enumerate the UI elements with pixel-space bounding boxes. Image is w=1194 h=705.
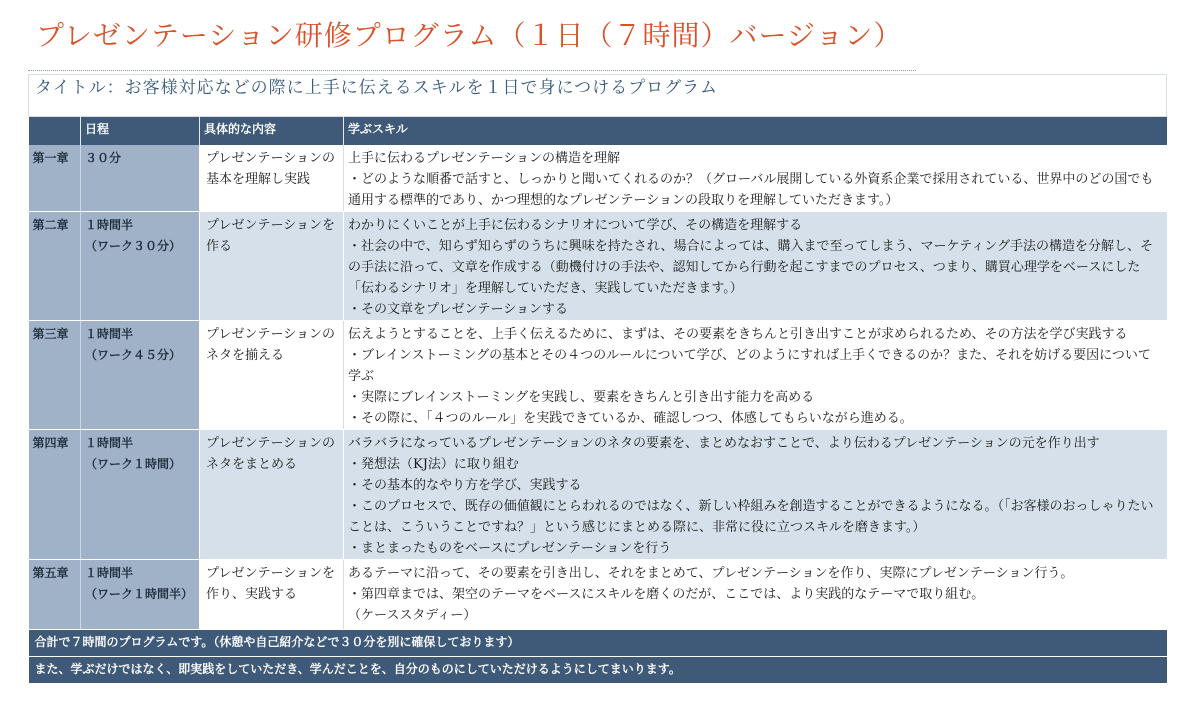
- program-subtitle: タイトル：お客様対応などの際に上手に伝えるスキルを１日で身につけるプログラム: [29, 75, 1167, 117]
- dotted-divider: [28, 70, 916, 71]
- skill-line: ・どのような順番で話すと、しっかりと聞いてくれるのか？（グローバル展開している外資系企業で採用されている、世界中のどの国でも通用する標準的であり、かつ理想的なプレゼンテーションの段取りを理解していただきます。）: [348, 172, 1154, 208]
- schedule-cell: [81, 430, 200, 560]
- header-schedule: 日程: [81, 117, 200, 146]
- skill-line: ・ブレインストーミングの基本とその４つのルールについて学び、どのようにすれば上手くできるのか？また、それを妨げる要因について学ぶ: [348, 348, 1151, 384]
- work-duration-text: （ワーク４５分）: [85, 348, 182, 362]
- table-row: [29, 145, 1167, 212]
- header-skills: 学ぶスキル: [344, 117, 1167, 146]
- content-cell: プレゼンテーションを作る: [200, 212, 344, 321]
- skill-line: わかりにくいことが上手に伝わるシナリオについて学び、その構造を理解する: [348, 218, 803, 233]
- header-content: 具体的な内容: [200, 117, 344, 146]
- skill-line: ・まとまったものをベースにプレゼンテーションを行う: [348, 541, 672, 556]
- skills-cell: [344, 560, 1167, 630]
- content-cell: プレゼンテーションのネタをまとめる: [200, 430, 344, 560]
- duration-text: １時間半: [85, 436, 134, 450]
- schedule-cell: [81, 212, 200, 321]
- skill-line: ・その基本的なやり方を学び、実践する: [348, 478, 582, 493]
- table-row: [29, 321, 1167, 430]
- duration-text: １時間半: [85, 218, 134, 232]
- header-chapter: [29, 117, 81, 146]
- skill-line: ・第四章までは、架空のテーマをベースにスキルを磨くのだが、ここでは、より実践的なテーマで取り組む。: [348, 587, 985, 602]
- skills-cell: [344, 212, 1167, 321]
- skill-line: ・このプロセスで、既存の価値観にとらわれるのではなく、新しい枠組みを創造することができるようになる。（「お客様のおっしゃりたいことは、こういうことですね？」という感じにまとめる際に、非常に役に立つスキルを磨きます。）: [348, 499, 1154, 535]
- footer-row: [29, 657, 1167, 684]
- footer-row: [29, 630, 1167, 657]
- content-cell: プレゼンテーションのネタを揃える: [200, 321, 344, 430]
- program-table: [28, 74, 1167, 683]
- skills-cell: [344, 145, 1167, 212]
- chapter-cell: 第五章: [29, 560, 81, 630]
- subtitle-row: [29, 75, 1167, 117]
- chapter-cell: 第二章: [29, 212, 81, 321]
- work-duration-text: （ワーク３０分）: [85, 239, 182, 253]
- chapter-cell: 第一章: [29, 145, 81, 212]
- content-cell: プレゼンテーションを作り、実践する: [200, 560, 344, 630]
- work-duration-text: （ワーク１時間）: [85, 457, 182, 471]
- skill-line: ・その文章をプレゼンテーションする: [348, 302, 568, 317]
- skill-line: バラバラになっているプレゼンテーションのネタの要素を、まとめなおすことで、より伝わるプレゼンテーションの元を作り出す: [348, 436, 1100, 451]
- chapter-cell: 第三章: [29, 321, 81, 430]
- skill-line: ・その際に、「４つのルール」を実践できているか、確認しつつ、体感してもらいながら進める。: [348, 411, 913, 426]
- chapter-cell: 第四章: [29, 430, 81, 560]
- skill-line: （ケーススタディー）: [348, 608, 477, 623]
- skill-line: 伝えようとすることを、上手く伝えるために、まずは、その要素をきちんと引き出すことが求められるため、その方法を学び実践する: [348, 327, 1128, 342]
- duration-text: ３０分: [85, 151, 122, 165]
- skill-line: 上手に伝わるプレゼンテーションの構造を理解: [348, 151, 620, 166]
- skill-line: ・社会の中で、知らず知らずのうちに興味を持たされ、場合によっては、購入まで至ってしまう、マーケティング手法の構造を分解し、その手法に沿って、文章を作成する（動機付けの手法や、認知してから行動を起こすまでのプロセス、つまり、購買心理学をベースにした「伝わるシナリオ」を理解していただき、実践していただきます。）: [348, 239, 1153, 296]
- table-row: [29, 430, 1167, 560]
- table-row: [29, 212, 1167, 321]
- schedule-cell: [81, 321, 200, 430]
- table-row: [29, 560, 1167, 630]
- skills-cell: [344, 430, 1167, 560]
- schedule-cell: [81, 145, 200, 212]
- duration-text: １時間半: [85, 327, 134, 341]
- skill-line: ・実際にブレインストーミングを実践し、要素をきちんと引き出す能力を高める: [348, 390, 815, 405]
- footer-note: また、学ぶだけではなく、即実践をしていただき、学んだことを、自分のものにしていただけるようにしてまいります。: [29, 657, 1167, 684]
- header-row: [29, 117, 1167, 146]
- footer-note: 合計で７時間のプログラムです。（休憩や自己紹介などで３０分を別に確保しております）: [29, 630, 1167, 657]
- skill-line: あるテーマに沿って、その要素を引き出し、それをまとめて、プレゼンテーションを作り、実際にプレゼンテーション行う。: [348, 566, 1074, 581]
- skill-line: ・発想法（KJ法）に取り組む: [348, 457, 519, 472]
- duration-text: １時間半: [85, 566, 134, 580]
- schedule-cell: [81, 560, 200, 630]
- page-title: プレゼンテーション研修プログラム（１日（７時間）バージョン）: [36, 19, 903, 52]
- skills-cell: [344, 321, 1167, 430]
- work-duration-text: （ワーク１時間半）: [85, 587, 194, 601]
- content-cell: プレゼンテーションの基本を理解し実践: [200, 145, 344, 212]
